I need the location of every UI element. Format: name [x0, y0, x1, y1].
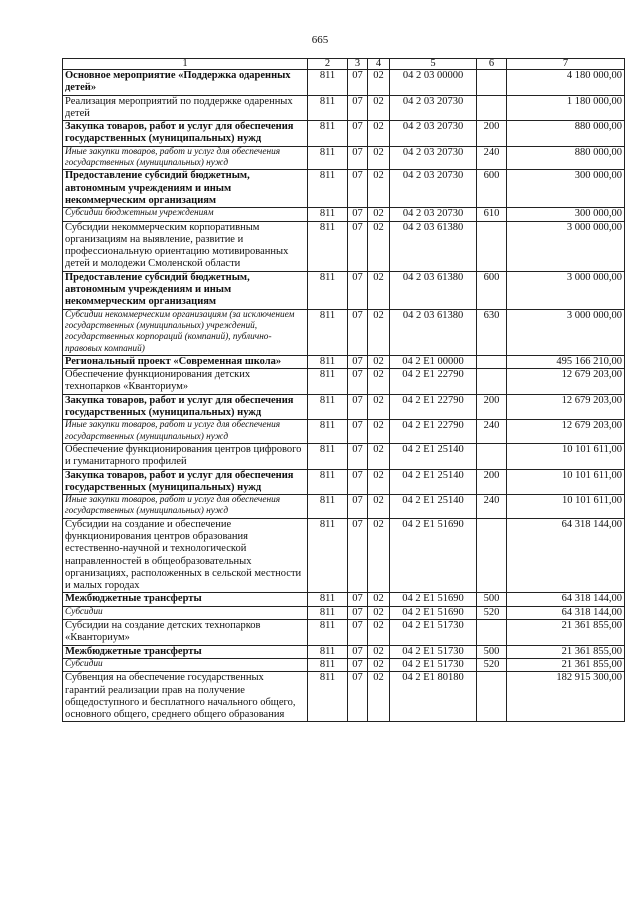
row-amount-cell: 12 679 203,00	[507, 369, 625, 395]
table-row	[63, 443, 625, 469]
row-subsection-cell: 02	[368, 420, 390, 444]
row-name-cell: Межбюджетные трансферты	[63, 593, 308, 606]
row-subsection-cell: 02	[368, 658, 390, 671]
row-expense-type-cell	[477, 355, 507, 368]
table-row	[63, 170, 625, 208]
row-section-cell: 07	[348, 394, 368, 420]
row-name-cell: Субсидии на создание детских технопарков «Кванториум»	[63, 620, 308, 646]
row-subsection-cell: 02	[368, 170, 390, 208]
row-section-cell: 07	[348, 658, 368, 671]
table-row	[63, 420, 625, 444]
row-name-cell: Реализация мероприятий по поддержке одаренных детей	[63, 95, 308, 121]
row-amount-cell: 64 318 144,00	[507, 606, 625, 619]
header-col-3: 3	[348, 59, 368, 70]
row-target-article-cell: 04 2 E1 51690	[390, 518, 477, 593]
row-target-article-cell: 04 2 03 20730	[390, 208, 477, 221]
row-name-cell: Закупка товаров, работ и услуг для обеспечения государственных (муниципальных) нужд	[63, 121, 308, 147]
header-col-6: 6	[477, 59, 507, 70]
row-expense-type-cell	[477, 221, 507, 271]
row-subsection-cell: 02	[368, 443, 390, 469]
table-row	[63, 518, 625, 593]
row-code-cell: 811	[308, 170, 348, 208]
row-amount-cell: 10 101 611,00	[507, 469, 625, 495]
row-code-cell: 811	[308, 645, 348, 658]
row-code-cell: 811	[308, 271, 348, 309]
table-row	[63, 606, 625, 619]
row-section-cell: 07	[348, 469, 368, 495]
row-code-cell: 811	[308, 672, 348, 722]
row-code-cell: 811	[308, 593, 348, 606]
row-expense-type-cell: 610	[477, 208, 507, 221]
row-target-article-cell: 04 2 E1 00000	[390, 355, 477, 368]
row-expense-type-cell: 520	[477, 658, 507, 671]
row-section-cell: 07	[348, 121, 368, 147]
row-section-cell: 07	[348, 221, 368, 271]
row-subsection-cell: 02	[368, 369, 390, 395]
row-code-cell: 811	[308, 70, 348, 96]
row-target-article-cell: 04 2 E1 51730	[390, 620, 477, 646]
row-code-cell: 811	[308, 518, 348, 593]
row-amount-cell: 4 180 000,00	[507, 70, 625, 96]
row-expense-type-cell	[477, 672, 507, 722]
row-name-cell: Предоставление субсидий бюджетным, автономным учреждениям и иным некоммерческим организациям	[63, 271, 308, 309]
row-code-cell: 811	[308, 95, 348, 121]
row-code-cell: 811	[308, 309, 348, 355]
row-amount-cell: 300 000,00	[507, 170, 625, 208]
row-section-cell: 07	[348, 355, 368, 368]
row-amount-cell: 300 000,00	[507, 208, 625, 221]
row-amount-cell: 3 000 000,00	[507, 221, 625, 271]
row-target-article-cell: 04 2 03 00000	[390, 70, 477, 96]
table-row	[63, 146, 625, 170]
row-target-article-cell: 04 2 E1 25140	[390, 443, 477, 469]
row-amount-cell: 495 166 210,00	[507, 355, 625, 368]
row-target-article-cell: 04 2 E1 51730	[390, 658, 477, 671]
table-row	[63, 394, 625, 420]
row-expense-type-cell	[477, 518, 507, 593]
page-number: 665	[311, 34, 329, 46]
row-name-cell: Региональный проект «Современная школа»	[63, 355, 308, 368]
row-subsection-cell: 02	[368, 606, 390, 619]
row-amount-cell: 21 361 855,00	[507, 620, 625, 646]
row-target-article-cell: 04 2 E1 51690	[390, 606, 477, 619]
row-section-cell: 07	[348, 70, 368, 96]
table-row	[63, 469, 625, 495]
table-row	[63, 620, 625, 646]
row-name-cell: Субсидии на создание и обеспечение функционирования центров образования естественно-научной и технологической направленностей в общеобразовательных организациях, расположенных в сельской местности и малых городах	[63, 518, 308, 593]
row-name-cell: Субсидии некоммерческим корпоративным организациям на выявление, развитие и профессиональную ориентацию мотивированных детей и молодежи Смоленской области	[63, 221, 308, 271]
header-col-4: 4	[368, 59, 390, 70]
row-target-article-cell: 04 2 E1 22790	[390, 420, 477, 444]
row-section-cell: 07	[348, 495, 368, 519]
table-row	[63, 645, 625, 658]
row-section-cell: 07	[348, 443, 368, 469]
row-name-cell: Иные закупки товаров, работ и услуг для обеспечения государственных (муниципальных) нужд	[63, 420, 308, 444]
row-amount-cell: 12 679 203,00	[507, 394, 625, 420]
row-expense-type-cell: 200	[477, 469, 507, 495]
table-row	[63, 593, 625, 606]
row-target-article-cell: 04 2 03 20730	[390, 146, 477, 170]
row-target-article-cell: 04 2 E1 25140	[390, 469, 477, 495]
row-amount-cell: 1 180 000,00	[507, 95, 625, 121]
row-amount-cell: 10 101 611,00	[507, 443, 625, 469]
row-expense-type-cell: 520	[477, 606, 507, 619]
row-name-cell: Субвенция на обеспечение государственных гарантий реализации прав на получение общедоступного и бесплатного начального общего, основного общего, среднего общего образования	[63, 672, 308, 722]
row-subsection-cell: 02	[368, 309, 390, 355]
row-subsection-cell: 02	[368, 221, 390, 271]
row-section-cell: 07	[348, 146, 368, 170]
row-subsection-cell: 02	[368, 593, 390, 606]
row-target-article-cell: 04 2 E1 22790	[390, 369, 477, 395]
row-target-article-cell: 04 2 E1 51730	[390, 645, 477, 658]
row-target-article-cell: 04 2 03 61380	[390, 309, 477, 355]
row-amount-cell: 21 361 855,00	[507, 645, 625, 658]
row-subsection-cell: 02	[368, 121, 390, 147]
row-subsection-cell: 02	[368, 495, 390, 519]
row-expense-type-cell	[477, 620, 507, 646]
row-amount-cell: 21 361 855,00	[507, 658, 625, 671]
row-name-cell: Предоставление субсидий бюджетным, автономным учреждениям и иным некоммерческим организациям	[63, 170, 308, 208]
row-expense-type-cell: 500	[477, 593, 507, 606]
row-expense-type-cell	[477, 70, 507, 96]
row-subsection-cell: 02	[368, 620, 390, 646]
row-name-cell: Основное мероприятие «Поддержка одаренных детей»	[63, 70, 308, 96]
row-section-cell: 07	[348, 518, 368, 593]
row-subsection-cell: 02	[368, 70, 390, 96]
row-name-cell: Иные закупки товаров, работ и услуг для обеспечения государственных (муниципальных) нужд	[63, 495, 308, 519]
row-section-cell: 07	[348, 645, 368, 658]
row-expense-type-cell	[477, 443, 507, 469]
table-row	[63, 658, 625, 671]
row-amount-cell: 880 000,00	[507, 121, 625, 147]
table-row	[63, 495, 625, 519]
row-target-article-cell: 04 2 03 61380	[390, 271, 477, 309]
row-code-cell: 811	[308, 394, 348, 420]
row-name-cell: Закупка товаров, работ и услуг для обеспечения государственных (муниципальных) нужд	[63, 394, 308, 420]
row-code-cell: 811	[308, 620, 348, 646]
row-expense-type-cell: 240	[477, 495, 507, 519]
row-code-cell: 811	[308, 443, 348, 469]
row-amount-cell: 64 318 144,00	[507, 518, 625, 593]
row-target-article-cell: 04 2 E1 25140	[390, 495, 477, 519]
row-amount-cell: 12 679 203,00	[507, 420, 625, 444]
table-row	[63, 369, 625, 395]
row-name-cell: Обеспечение функционирования центров цифрового и гуманитарного профилей	[63, 443, 308, 469]
row-expense-type-cell: 200	[477, 121, 507, 147]
row-target-article-cell: 04 2 03 20730	[390, 170, 477, 208]
row-expense-type-cell	[477, 369, 507, 395]
row-target-article-cell: 04 2 E1 22790	[390, 394, 477, 420]
table-row	[63, 271, 625, 309]
row-section-cell: 07	[348, 420, 368, 444]
table-row	[63, 95, 625, 121]
row-subsection-cell: 02	[368, 518, 390, 593]
row-code-cell: 811	[308, 658, 348, 671]
row-section-cell: 07	[348, 208, 368, 221]
row-name-cell: Иные закупки товаров, работ и услуг для обеспечения государственных (муниципальных) нужд	[63, 146, 308, 170]
table-row	[63, 309, 625, 355]
row-code-cell: 811	[308, 355, 348, 368]
table-row	[63, 70, 625, 96]
row-section-cell: 07	[348, 369, 368, 395]
table-row	[63, 208, 625, 221]
row-code-cell: 811	[308, 208, 348, 221]
row-code-cell: 811	[308, 495, 348, 519]
budget-table	[62, 58, 625, 722]
row-code-cell: 811	[308, 121, 348, 147]
header-col-5: 5	[390, 59, 477, 70]
row-code-cell: 811	[308, 221, 348, 271]
row-subsection-cell: 02	[368, 95, 390, 121]
row-target-article-cell: 04 2 03 20730	[390, 121, 477, 147]
table-row	[63, 355, 625, 368]
row-expense-type-cell: 600	[477, 271, 507, 309]
table-header-row	[63, 59, 625, 70]
row-target-article-cell: 04 2 03 20730	[390, 95, 477, 121]
row-target-article-cell: 04 2 E1 80180	[390, 672, 477, 722]
row-expense-type-cell: 500	[477, 645, 507, 658]
table-row	[63, 672, 625, 722]
table-row	[63, 221, 625, 271]
row-amount-cell: 182 915 300,00	[507, 672, 625, 722]
row-subsection-cell: 02	[368, 469, 390, 495]
header-col-7: 7	[507, 59, 625, 70]
row-name-cell: Субсидии	[63, 606, 308, 619]
row-subsection-cell: 02	[368, 271, 390, 309]
row-code-cell: 811	[308, 369, 348, 395]
row-section-cell: 07	[348, 606, 368, 619]
row-amount-cell: 64 318 144,00	[507, 593, 625, 606]
row-section-cell: 07	[348, 593, 368, 606]
row-code-cell: 811	[308, 420, 348, 444]
row-target-article-cell: 04 2 03 61380	[390, 221, 477, 271]
header-col-1: 1	[63, 59, 308, 70]
table-row	[63, 121, 625, 147]
row-name-cell: Межбюджетные трансферты	[63, 645, 308, 658]
row-amount-cell: 3 000 000,00	[507, 309, 625, 355]
row-name-cell: Субсидии бюджетным учреждениям	[63, 208, 308, 221]
row-section-cell: 07	[348, 271, 368, 309]
row-subsection-cell: 02	[368, 146, 390, 170]
row-expense-type-cell: 240	[477, 420, 507, 444]
row-expense-type-cell: 240	[477, 146, 507, 170]
row-amount-cell: 880 000,00	[507, 146, 625, 170]
row-expense-type-cell: 630	[477, 309, 507, 355]
row-section-cell: 07	[348, 95, 368, 121]
row-amount-cell: 10 101 611,00	[507, 495, 625, 519]
row-section-cell: 07	[348, 620, 368, 646]
row-name-cell: Субсидии	[63, 658, 308, 671]
row-subsection-cell: 02	[368, 672, 390, 722]
row-expense-type-cell: 200	[477, 394, 507, 420]
row-expense-type-cell	[477, 95, 507, 121]
row-subsection-cell: 02	[368, 645, 390, 658]
row-name-cell: Субсидии некоммерческим организациям (за исключением государственных (муниципальных) учреждений, государственных корпораций (компаний), публично-правовых компаний)	[63, 309, 308, 355]
row-section-cell: 07	[348, 309, 368, 355]
header-col-2: 2	[308, 59, 348, 70]
table-body	[63, 70, 625, 722]
row-code-cell: 811	[308, 146, 348, 170]
row-section-cell: 07	[348, 170, 368, 208]
row-name-cell: Обеспечение функционирования детских технопарков «Кванториум»	[63, 369, 308, 395]
row-code-cell: 811	[308, 469, 348, 495]
row-amount-cell: 3 000 000,00	[507, 271, 625, 309]
row-section-cell: 07	[348, 672, 368, 722]
row-expense-type-cell: 600	[477, 170, 507, 208]
row-subsection-cell: 02	[368, 394, 390, 420]
row-name-cell: Закупка товаров, работ и услуг для обеспечения государственных (муниципальных) нужд	[63, 469, 308, 495]
row-code-cell: 811	[308, 606, 348, 619]
row-subsection-cell: 02	[368, 208, 390, 221]
row-subsection-cell: 02	[368, 355, 390, 368]
row-target-article-cell: 04 2 E1 51690	[390, 593, 477, 606]
